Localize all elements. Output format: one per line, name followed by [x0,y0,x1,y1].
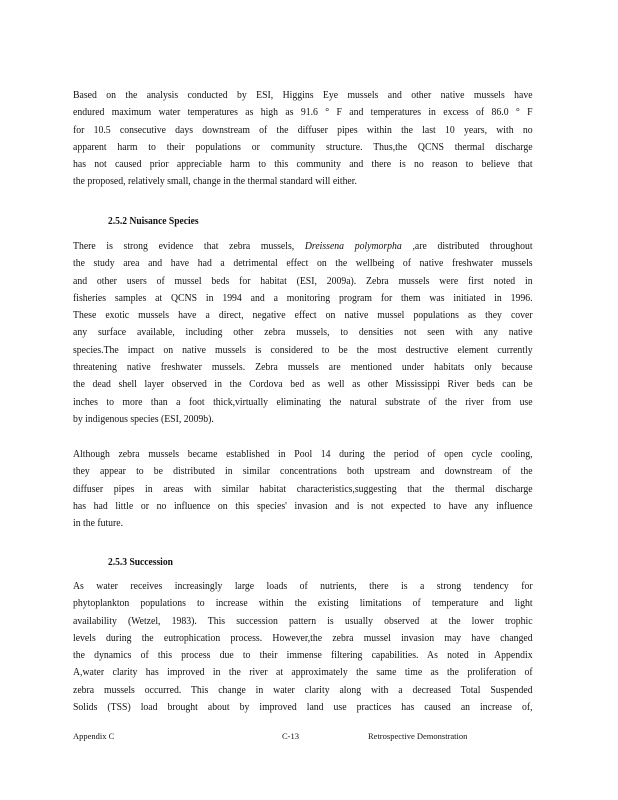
paragraph-pool-14 [73,446,533,532]
text-line: has had little or no influence on this species' invasion and is not expected to have any influence [73,500,533,512]
footer-appendix-label: Appendix C [73,731,115,741]
footer-page-number: C-13 [282,731,299,741]
paragraph-succession [73,578,533,716]
text-line: diffuser pipes in areas with similar habitat characteristics,suggesting that the thermal discharge [73,483,533,495]
text-line: in the future. [73,518,124,530]
text-line: for 10.5 consecutive days downstream of the diffuser pipes within the last 10 years, with no [73,124,533,136]
text-line: and other users of mussel beds for habitat (ESI, 2009a). Zebra mussels were first noted in [73,275,533,287]
text-line: fisheries samples at QCNS in 1994 and a monitoring program for them was initiated in 1996. [73,292,533,304]
text-line: they appear to be distributed in similar concentrations both upstream and downstream of the [73,466,533,478]
text-line: Based on the analysis conducted by ESI, Higgins Eye mussels and other native mussels have [73,90,533,101]
text-line: levels during the eutrophication process. However,the zebra mussel invasion may have changed [73,632,533,644]
text-line: zebra mussels occurred. This change in water clarity along with a decreased Total Suspended [73,684,533,696]
paragraph-thermal-impact [73,87,533,191]
text-line: Solids (TSS) load brought about by improved land use practices has caused an increase of, [73,702,533,714]
section-heading-succession: 2.5.3 Succession [108,557,173,568]
text-line: A,water clarity has improved in the river at approximately the same time as the proliferation of [73,667,533,679]
text-line: As water receives increasingly large loads of nutrients, there is a strong tendency for [73,581,533,592]
text-line: threatening native freshwater mussels. Zebra mussels are mentioned under habitats only because [73,362,533,374]
text-line: phytoplankton populations to increase within the existing limitations of temperature and light [73,598,533,610]
species-name: Dreissena polymorpha [304,241,402,252]
text-line: species.The impact on native mussels is considered to be the most destructive element currently [73,344,533,356]
section-heading-nuisance-species: 2.5.2 Nuisance Species [108,216,199,227]
text-line: by indigenous species (ESI, 2009b). [73,413,214,425]
paragraph-zebra-mussels [73,238,533,428]
text-line: endured maximum water temperatures as high as 91.6 ° F and temperatures in excess of 86.0 ° F [73,107,533,119]
text-line: availability (Wetzel, 1983). This succession pattern is usually observed at the lower trophic [73,615,533,627]
text-line: the dead shell layer observed in the Cordova bed as well as other Mississippi River beds can be [73,379,533,391]
text-line: the dynamics of this process due to their immense filtering capabilities. As noted in Appendix [73,650,533,662]
text-line: the proposed, relatively small, change in the thermal standard will either. [73,176,357,188]
text-line: any surface available, including other zebra mussels, to densities not seen with any native [73,327,533,339]
text-line: inches to more than a foot thick,virtually eliminating the natural substrate of the river from use [73,396,533,408]
text-line: There is strong evidence that zebra mussels, Dreissena polymorpha ,are distributed throughout [73,241,533,252]
text-line: the study area and have had a detrimental effect on the wellbeing of native freshwater mussels [73,258,533,270]
text-line: These exotic mussels have a direct, negative effect on native mussel populations as they cover [73,310,533,322]
text-line: Although zebra mussels became established in Pool 14 during the period of open cycle cooling, [73,449,533,460]
footer-document-title: Retrospective Demonstration [368,731,468,741]
text-line: has not caused prior appreciable harm to this community and there is no reason to believe that [73,159,533,171]
text-line: apparent harm to their populations or community structure. Thus,the QCNS thermal discharge [73,141,533,153]
